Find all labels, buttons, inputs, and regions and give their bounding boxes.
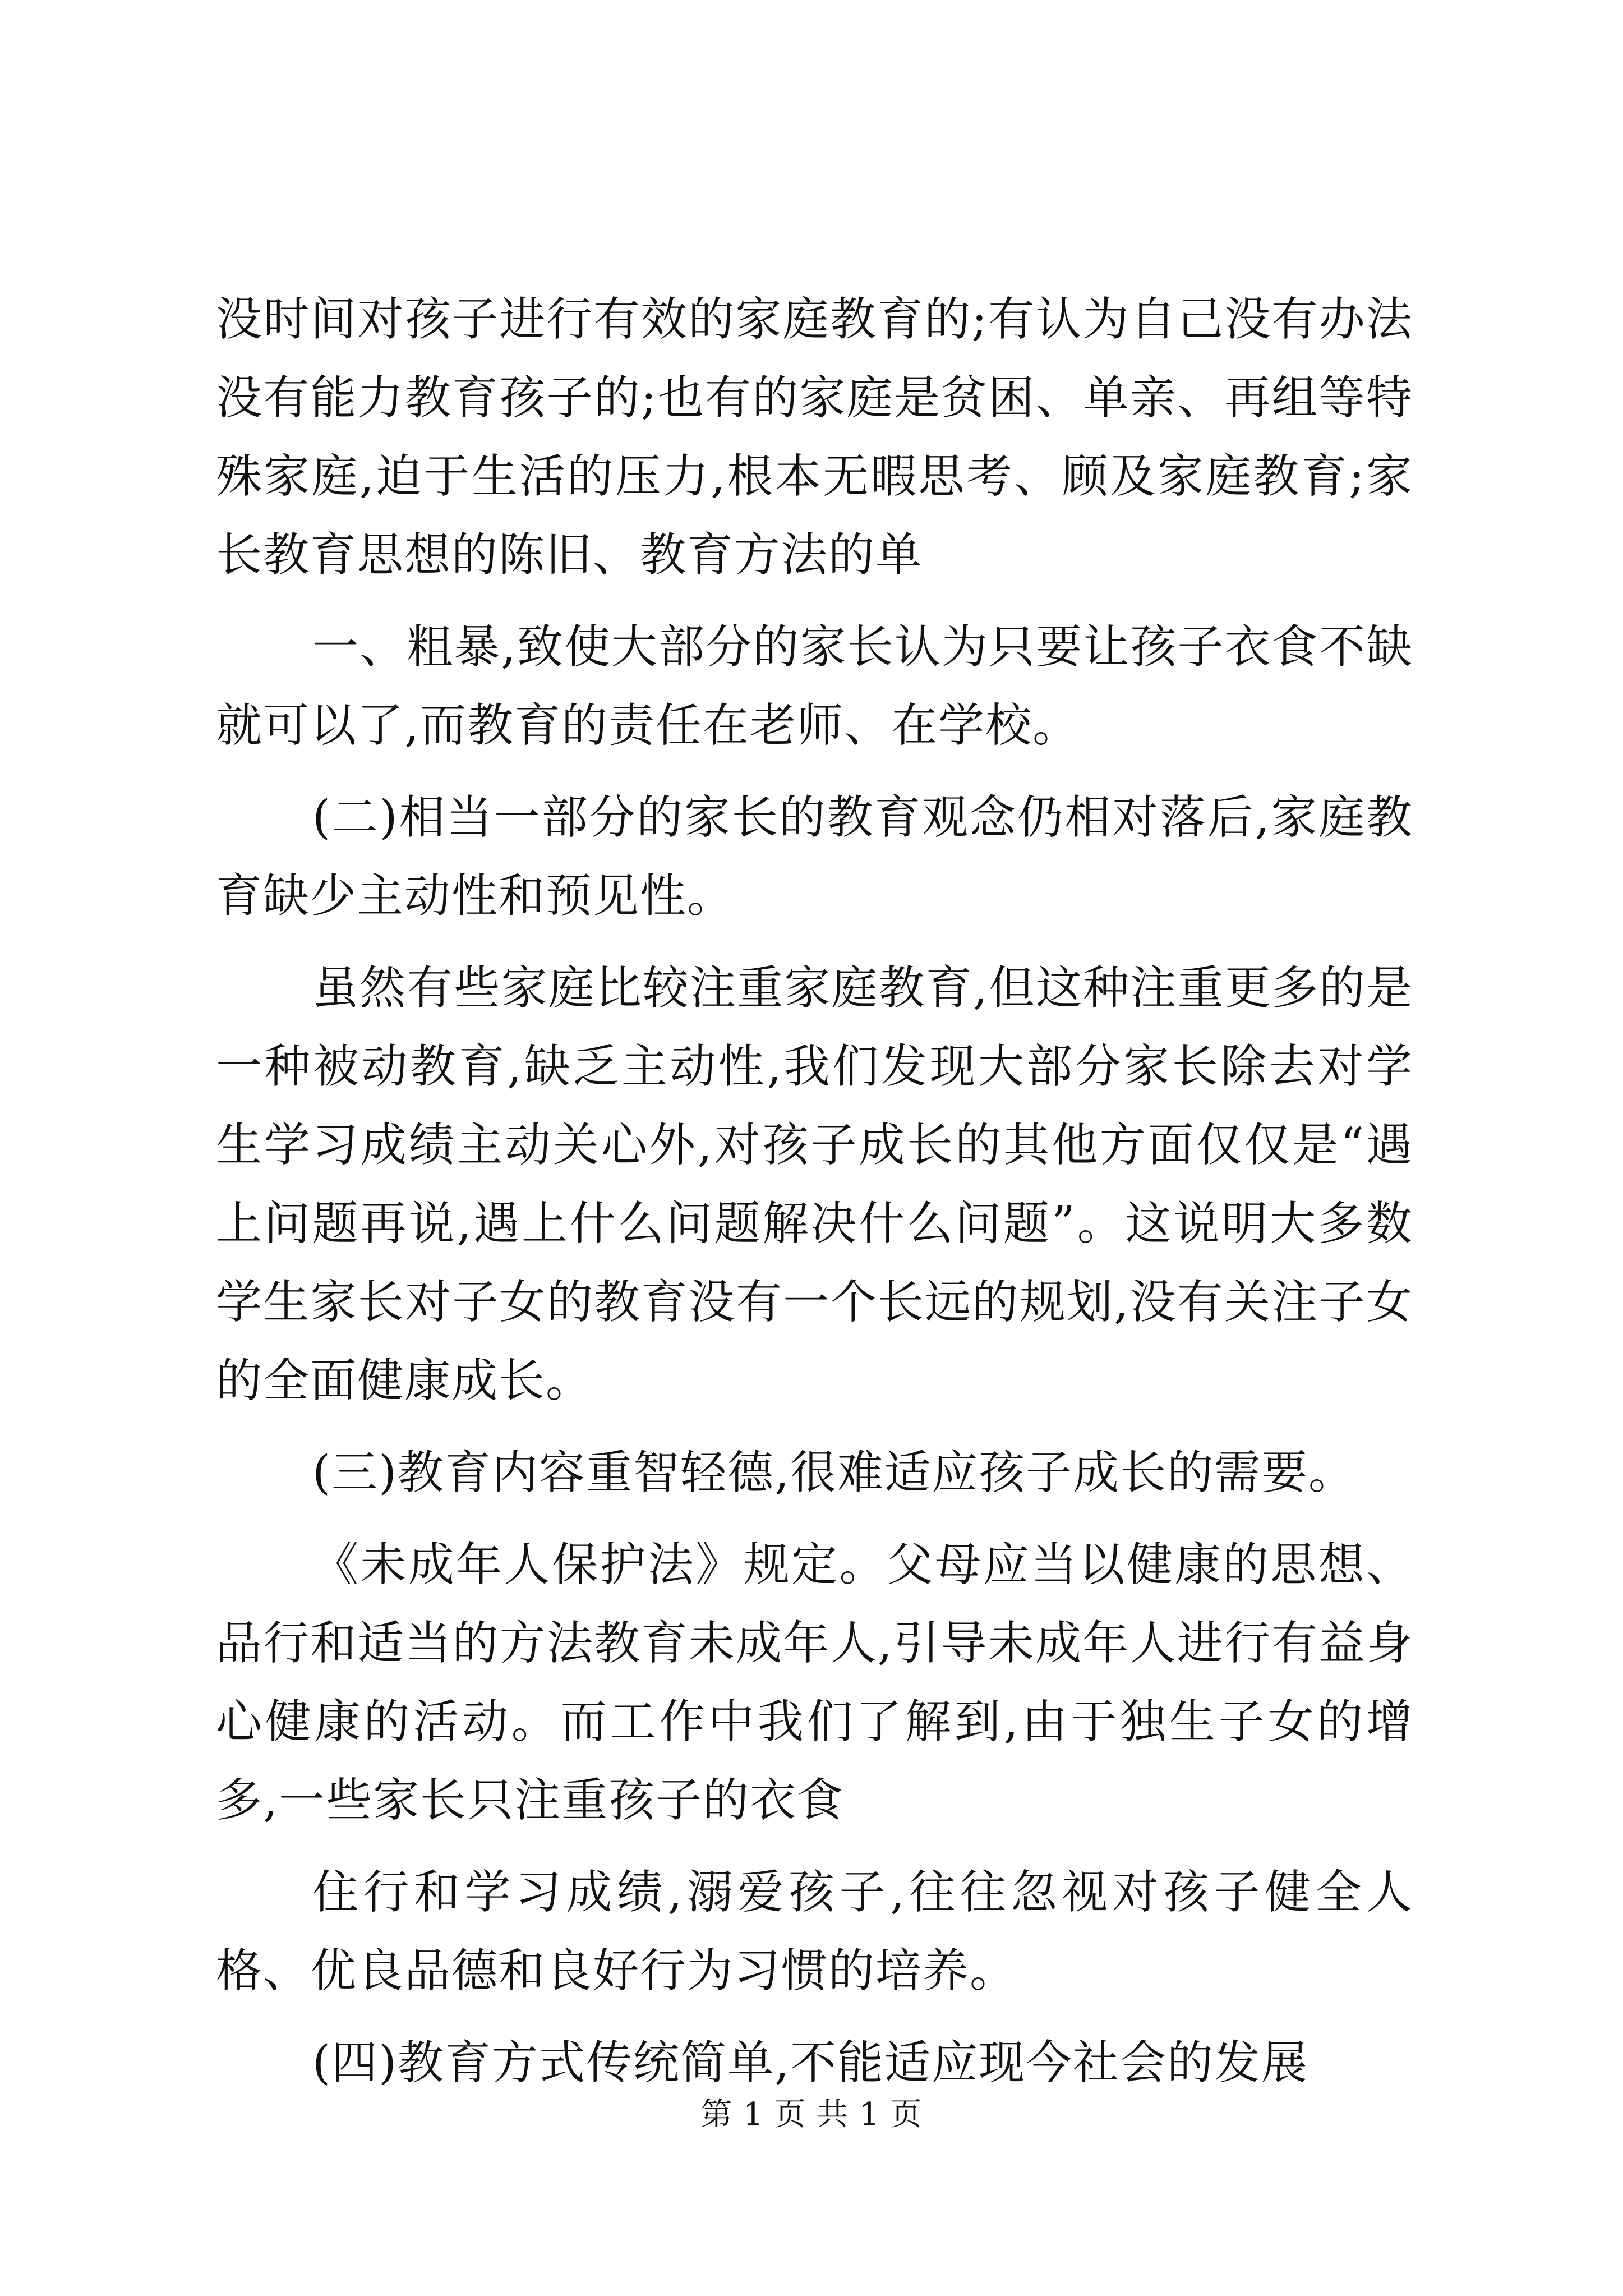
paragraph-8: (四)教育方式传统简单,不能适应现今社会的发展 [312,2036,1309,2090]
paragraph-2: 一、粗暴,致使大部分的家长认为只要让孩子衣食不缺就可以了,而教育的责任在老师、在学校。 [216,620,1413,752]
paragraph-7: 住行和学习成绩,溺爱孩子,往往忽视对孩子健全人格、优良品德和良好行为习惯的培养。 [216,1866,1413,1998]
document-body [216,280,1413,2116]
paragraph-5: (三)教育内容重智轻德,很难适应孩子成长的需要。 [312,1446,1356,1499]
paragraph-4: 虽然有些家庭比较注重家庭教育,但这种注重更多的是一种被动教育,缺乏主动性,我们发现大部分家长除去对学生学习成绩主动关心外,对孩子成长的其他方面仅仅是“遇上问题再说,遇上什么问题解决什么问题”。这说明大多数学生家长对子女的教育没有一个长远的规划,没有关注子女的全面健康成长。 [216,961,1413,1407]
paragraph-1: 没时间对孩子进行有效的家庭教育的;有认为自己没有办法没有能力教育孩子的;也有的家庭是贫困、单亲、再组等特殊家庭,迫于生活的压力,根本无暇思考、顾及家庭教育;家长教育思想的陈旧、教育方法的单 [216,293,1413,582]
paragraph-3: (二)相当一部分的家长的教育观念仍相对落后,家庭教育缺少主动性和预见性。 [216,791,1413,923]
page-footer: 第 1 页 共 1 页 [700,2096,923,2133]
paragraph-6: 《未成年人保护法》规定。父母应当以健康的思想、品行和适当的方法教育未成年人,引导未成年人进行有益身心健康的活动。而工作中我们了解到,由于独生子女的增多,一些家长只注重孩子的衣食 [216,1538,1413,1827]
